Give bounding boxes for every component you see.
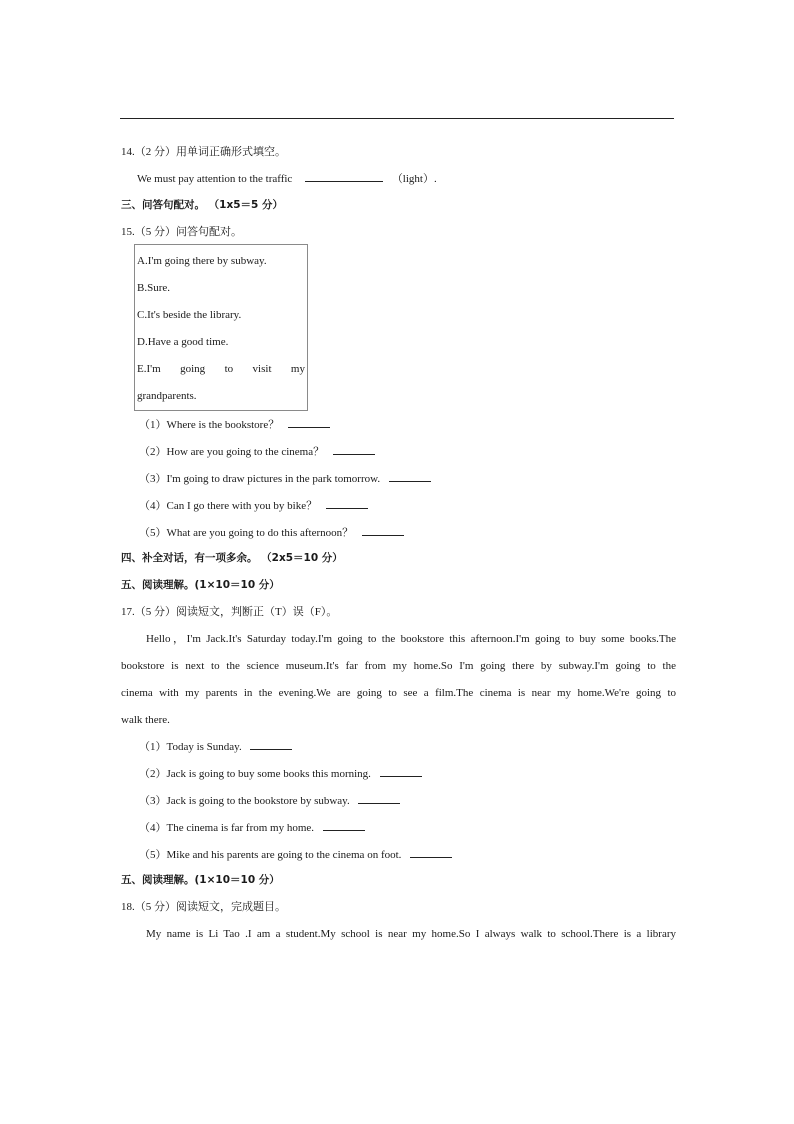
q14-sentence — [137, 171, 437, 186]
q17-statement-text: （3）Jack is going to the bookstore by subway. — [139, 795, 350, 807]
q17-statement-text: （2）Jack is going to buy some books this morning. — [139, 768, 371, 780]
q17-passage-line: walk there. — [121, 714, 170, 726]
q15-item — [139, 498, 368, 513]
q15-item-text: （2）How are you going to the cinema？ — [139, 446, 325, 458]
q15-answer-blank[interactable] — [362, 525, 404, 536]
q17-answer-blank[interactable] — [358, 793, 400, 804]
q17-title: 17.（5 分）阅读短文，判断正（T）误（F）。 — [121, 606, 338, 618]
section3-heading: 三、问答句配对。 （1x5＝5 分） — [121, 199, 284, 211]
q15-option-a: A.I'm going there by subway. — [137, 255, 267, 267]
q15-item-text: （5）What are you going to do this afternoon？ — [139, 527, 354, 539]
q15-option-c: C.It's beside the library. — [137, 309, 242, 321]
header-rule — [120, 118, 674, 119]
q15-item-text: （3）I'm going to draw pictures in the park tomorrow. — [139, 473, 381, 485]
q17-answer-blank[interactable] — [410, 847, 452, 858]
q17-statement-text: （4）The cinema is far from my home. — [139, 822, 315, 834]
q14-hint: （light）. — [391, 173, 437, 185]
q15-item — [139, 471, 431, 486]
q18-title: 18.（5 分）阅读短文，完成题目。 — [121, 901, 286, 913]
q17-answer-blank[interactable] — [250, 739, 292, 750]
q15-option-b: B.Sure. — [137, 282, 170, 294]
q15-answer-blank[interactable] — [326, 498, 368, 509]
q15-item-text: （1）Where is the bookstore？ — [139, 419, 280, 431]
q17-answer-blank[interactable] — [323, 820, 365, 831]
q17-statement — [139, 739, 292, 754]
q14-answer-blank[interactable] — [305, 171, 383, 182]
q15-item — [139, 525, 404, 540]
q17-statement — [139, 793, 400, 808]
q17-statement-text: （1）Today is Sunday. — [139, 741, 242, 753]
q15-item — [139, 444, 375, 459]
q15-answer-blank[interactable] — [288, 417, 330, 428]
section4-heading: 四、补全对话，有一项多余。 （2x5＝10 分） — [121, 552, 343, 564]
q15-answer-blank[interactable] — [333, 444, 375, 455]
q15-option-d: D.Have a good time. — [137, 336, 229, 348]
q17-statement — [139, 820, 365, 835]
q18-passage-line: My name is Li Tao .I am a student.My school is near my home.So I always walk to school.There is a library — [146, 928, 676, 940]
q15-options-box — [134, 244, 308, 411]
q17-passage-line: cinema with my parents in the evening.We are going to see a film.The cinema is near my home.We're going to — [121, 687, 676, 699]
q17-passage-line: bookstore is next to the science museum.It's far from my home.So I'm going there by subway.I'm going to the — [121, 660, 676, 672]
q14-title: 14.（2 分）用单词正确形式填空。 — [121, 146, 286, 158]
q15-option-e: E.I'm going to visit my — [137, 363, 305, 375]
q15-answer-blank[interactable] — [389, 471, 431, 482]
q17-answer-blank[interactable] — [380, 766, 422, 777]
q15-option-e-continued: grandparents. — [137, 390, 197, 402]
q14-sentence-text: We must pay attention to the traffic — [137, 173, 293, 185]
q17-statement — [139, 766, 422, 781]
q15-title: 15.（5 分）问答句配对。 — [121, 226, 242, 238]
q17-statement — [139, 847, 452, 862]
q17-statement-text: （5）Mike and his parents are going to the cinema on foot. — [139, 849, 402, 861]
section5-heading: 五、阅读理解。(1×10＝10 分） — [121, 579, 280, 591]
section5-heading: 五、阅读理解。(1×10＝10 分） — [121, 874, 280, 886]
q15-item — [139, 417, 330, 432]
q15-item-text: （4）Can I go there with you by bike？ — [139, 500, 318, 512]
q17-passage-line: Hello，I'm Jack.It's Saturday today.I'm going to the bookstore this afternoon.I'm going to buy some books.The — [146, 633, 676, 645]
